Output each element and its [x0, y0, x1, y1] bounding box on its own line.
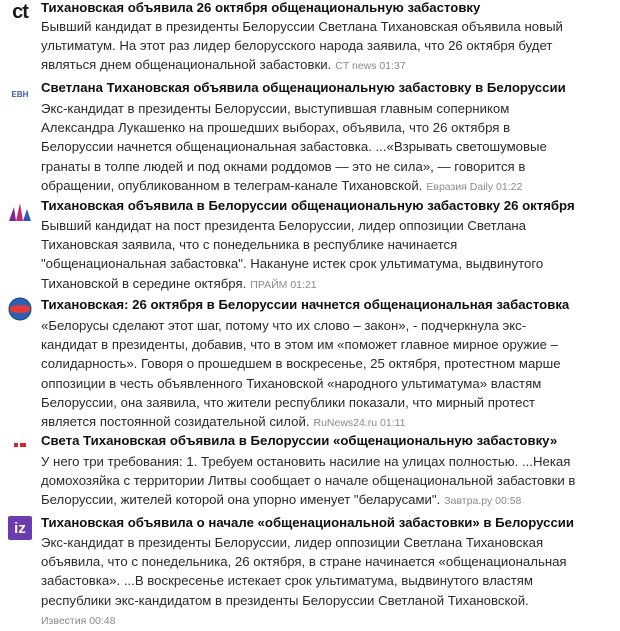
source-link[interactable]: CT news 01:37: [335, 60, 406, 73]
source-link[interactable]: RuNews24.ru 01:11: [313, 417, 406, 430]
runews24-logo-icon[interactable]: [8, 297, 32, 321]
source-link[interactable]: Известия 00:48: [41, 614, 116, 627]
news-snippet: Экс-кандидат в президенты Белоруссии, выступившая главным соперником Александра Лукашенко на прошедших выборах, объявила, что 26 октября в Белоруссии начнется общенациональная забастовка. ...«Взрывать светошумовые гранаты в толпе людей и под окнами роддомов — это не сила», — говорится в обращении, опубликованном в телеграм-канале Тихановской. Евразия Daily 01:22: [41, 101, 547, 193]
news-title-link[interactable]: Света Тихановская объявила в Белоруссии «общенациональную забастовку»: [41, 433, 558, 448]
source-link[interactable]: Евразия Daily 01:22: [426, 180, 523, 193]
zavtra-logo-icon[interactable]: [8, 434, 32, 458]
news-snippet: Бывший кандидат на пост президента Белоруссии, лидер оппозиции Светлана Тихановская заявила, что с понедельника в республике начинается "общенациональная забастовка". Накануне истек срок ультиматума, выдвинутого Тихановской в середине октября. ПРАЙМ 01:21: [41, 218, 544, 291]
news-snippet: Бывший кандидат в президенты Белоруссии Светлана Тихановская объявила новый ультиматум. На этот раз лидер белорусского народа заявила, что 26 октября будет являться днем общенациональной забастовки. CT news 01:37: [41, 19, 563, 73]
izvestia-logo-icon[interactable]: iz: [8, 516, 32, 540]
news-title-link[interactable]: Тихановская объявила 26 октября общенациональную забастовку: [41, 0, 481, 15]
ct-news-logo-icon[interactable]: ct: [12, 0, 28, 23]
prime-logo-icon[interactable]: [8, 199, 32, 223]
news-title-link[interactable]: Светлана Тихановская объявила общенациональную забастовку в Белоруссии: [41, 80, 566, 95]
source-link[interactable]: ПРАЙМ 01:21: [250, 278, 317, 291]
news-title-link[interactable]: Тихановская: 26 октября в Белоруссии начнется общенациональная забастовка: [41, 297, 570, 312]
news-title-link[interactable]: Тихановская объявила о начале «общенациональной забастовки» в Белоруссии: [41, 515, 574, 530]
news-snippet: У него три требования: 1. Требуем остановить насилие на улицах полностью. ...Некая домохозяйка с территории Литвы сообщает о начале общенациональной забастовки в Белоруссии, жителей которой она упорно именует "беларусами". Завтра.ру 00:58: [41, 454, 576, 508]
eurasia-daily-logo-icon[interactable]: ЕВН: [11, 89, 29, 99]
news-title-link[interactable]: Тихановская объявила в Белоруссии общенациональную забастовку 26 октября: [41, 198, 575, 213]
news-snippet: «Белорусы сделают этот шаг, потому что их слово – закон», - подчеркнула экс- кандидат в президенты, добавив, что в этом им «поможет главное мирное оружие – солидарность». Говоря о прошедшем в воскресенье, 25 октября, протестном марше оппозиции в честь объявленного Тихановской «народного ультиматума» властям Белоруссии, она заявила, что жители республики показали, что мирный протест является постоянной созидательной силой. RuNews24.ru 01:11: [41, 318, 561, 430]
source-link[interactable]: Завтра.ру 00:58: [444, 495, 522, 508]
news-snippet: Экс-кандидат в президенты Белоруссии, лидер оппозиции Светлана Тихановская объявила, что с понедельника, 26 октября, в стране начинается «общенациональная забастовка». ...В воскресенье истекает срок ультиматума, выдвинутого властям республики экс-кандидатом в президенты Белоруссии Светланой Тихановской. Известия 00:48: [41, 535, 567, 627]
